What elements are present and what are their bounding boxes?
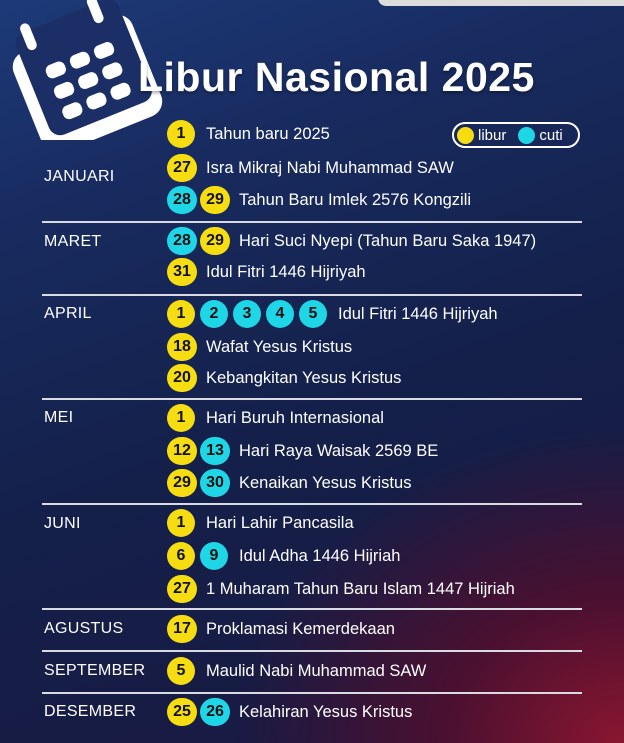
holiday-name: Hari Raya Waisak 2569 BE <box>239 441 439 460</box>
holiday-row <box>167 436 438 466</box>
leave-day-badge: 28 <box>167 227 197 255</box>
month-label-mei: MEI <box>44 409 74 426</box>
holiday-day-badge: 18 <box>167 333 197 361</box>
holiday-name: Hari Buruh Internasional <box>206 408 384 427</box>
legend-item-libur <box>457 127 506 144</box>
section-divider <box>42 608 582 610</box>
legend-label-cuti: cuti <box>539 126 563 144</box>
holiday-day-badge: 25 <box>167 698 197 726</box>
holiday-day-badge: 20 <box>167 364 197 392</box>
holiday-name: Tahun baru 2025 <box>206 124 330 143</box>
holiday-row <box>167 468 411 498</box>
holiday-row <box>167 257 366 287</box>
leave-day-badge: 30 <box>200 469 230 497</box>
holiday-day-badge: 12 <box>167 437 197 465</box>
holiday-name: 1 Muharam Tahun Baru Islam 1447 Hijriah <box>206 579 515 598</box>
legend-item-cuti <box>518 127 562 144</box>
holiday-row <box>167 403 384 433</box>
holiday-day-badge: 27 <box>167 154 197 182</box>
holiday-name: Hari Lahir Pancasila <box>206 513 354 532</box>
holiday-row <box>167 299 498 329</box>
legend-label-libur: libur <box>478 126 507 144</box>
holiday-day-badge: 29 <box>200 227 230 255</box>
leave-day-badge: 3 <box>233 300 261 328</box>
month-label-agustus: AGUSTUS <box>44 620 124 637</box>
top-bar <box>378 0 624 6</box>
month-label-september: SEPTEMBER <box>44 662 146 679</box>
page-title: Libur Nasional 2025 <box>138 54 535 100</box>
holiday-row <box>167 226 536 256</box>
holiday-name: Tahun Baru Imlek 2576 Kongzili <box>239 190 472 209</box>
holiday-day-badge: 1 <box>167 120 195 148</box>
holiday-row <box>167 541 400 571</box>
holiday-row <box>167 697 412 727</box>
holiday-day-badge: 1 <box>167 404 195 432</box>
holiday-day-badge: 1 <box>167 300 195 328</box>
holiday-name: Kelahiran Yesus Kristus <box>239 702 413 721</box>
section-divider <box>42 294 582 296</box>
month-label-juni: JUNI <box>44 515 81 532</box>
holiday-day-badge: 29 <box>167 469 197 497</box>
month-label-januari: JANUARI <box>44 168 115 185</box>
section-divider <box>42 398 582 400</box>
holiday-name: Idul Adha 1446 Hijriah <box>239 546 401 565</box>
holiday-day-badge: 17 <box>167 615 197 643</box>
section-divider <box>42 692 582 694</box>
holiday-row <box>167 332 352 362</box>
holiday-day-badge: 27 <box>167 575 197 603</box>
holiday-row <box>167 363 401 393</box>
legend <box>452 122 580 148</box>
holiday-day-badge: 29 <box>200 186 230 214</box>
holiday-row <box>167 614 395 644</box>
month-label-desember: DESEMBER <box>44 703 137 720</box>
month-label-maret: MARET <box>44 233 102 250</box>
section-divider <box>42 650 582 652</box>
holiday-name: Wafat Yesus Kristus <box>206 337 353 356</box>
leave-day-badge: 13 <box>200 437 230 465</box>
holiday-day-badge: 31 <box>167 258 197 286</box>
holiday-row <box>167 508 354 538</box>
holiday-row <box>167 119 330 149</box>
holiday-name: Idul Fitri 1446 Hijriyah <box>338 304 498 323</box>
holiday-name: Kenaikan Yesus Kristus <box>239 473 412 492</box>
section-divider <box>42 503 582 505</box>
leave-day-badge: 28 <box>167 186 197 214</box>
holiday-row <box>167 185 471 215</box>
section-divider <box>42 221 582 223</box>
leave-day-badge: 4 <box>266 300 294 328</box>
holiday-row <box>167 574 515 604</box>
leave-day-badge: 9 <box>200 542 228 570</box>
holiday-row <box>167 153 454 183</box>
holiday-day-badge: 5 <box>167 657 195 685</box>
leave-day-badge: 5 <box>299 300 327 328</box>
holiday-name: Proklamasi Kemerdekaan <box>206 619 395 638</box>
leave-day-badge: 26 <box>200 698 230 726</box>
holiday-day-badge: 6 <box>167 542 195 570</box>
holiday-day-badge: 1 <box>167 509 195 537</box>
leave-day-badge: 2 <box>200 300 228 328</box>
holiday-name: Kebangkitan Yesus Kristus <box>206 368 402 387</box>
legend-swatch-libur <box>457 127 474 144</box>
holiday-name: Hari Suci Nyepi (Tahun Baru Saka 1947) <box>239 231 537 250</box>
month-label-april: APRIL <box>44 305 92 322</box>
holiday-name: Maulid Nabi Muhammad SAW <box>206 661 427 680</box>
holiday-name: Idul Fitri 1446 Hijriyah <box>206 262 366 281</box>
legend-swatch-cuti <box>518 127 535 144</box>
holiday-row <box>167 656 426 686</box>
holiday-name: Isra Mikraj Nabi Muhammad SAW <box>206 158 454 177</box>
